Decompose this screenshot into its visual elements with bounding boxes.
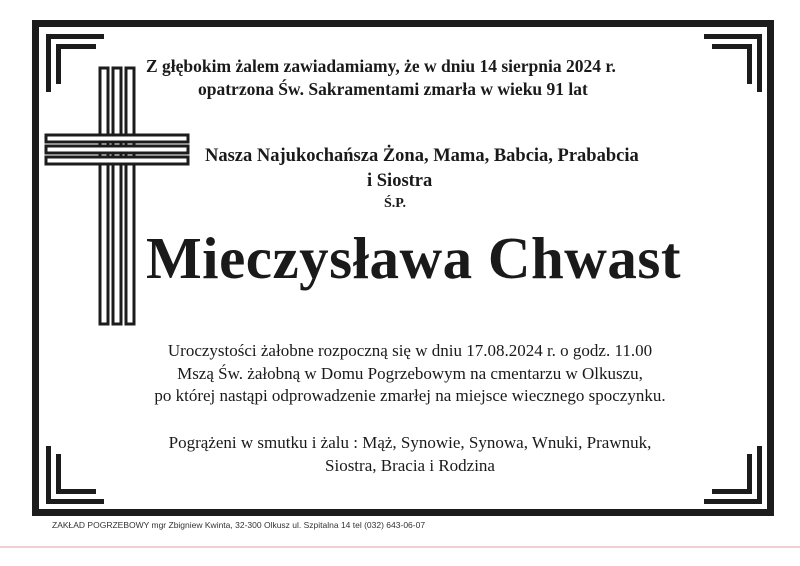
paper-edge-stripe xyxy=(0,546,800,548)
mourners-list xyxy=(120,432,700,477)
relation-line: Nasza Najukochańsza Żona, Mama, Babcia, Prababcia xyxy=(205,146,639,166)
intro-line: Z głębokim żalem zawiadamiamy, że w dniu 14 sierpnia 2024 r. xyxy=(146,56,616,76)
mourners-line: Pogrążeni w smutku i żalu : Mąż, Synowie, Synowa, Wnuki, Prawnuk, xyxy=(168,433,652,452)
deceased-name: Mieczysława Chwast xyxy=(146,225,681,291)
funeral-home-footer: ZAKŁAD POGRZEBOWY mgr Zbigniew Kwinta, 32-300 Olkusz ul. Szpitalna 14 tel (032) 643-06-07 xyxy=(52,520,426,530)
ceremony-line: po której nastąpi odprowadzenie zmarłej na miejsce wiecznego spoczynku. xyxy=(154,386,666,405)
ceremony-details xyxy=(120,340,700,408)
relation-line-continued: i Siostra xyxy=(367,171,433,191)
mourners-line: Siostra, Bracia i Rodzina xyxy=(325,455,495,475)
corner-ornament-bottom-left-icon xyxy=(40,440,110,510)
corner-ornament-bottom-right-icon xyxy=(698,440,768,510)
age-line: opatrzona Św. Sakramentami zmarła w wieku 91 lat xyxy=(198,79,588,99)
corner-ornament-top-right-icon xyxy=(698,28,768,98)
sp-label: Ś.P. xyxy=(384,196,407,211)
ceremony-line: Uroczystości żałobne rozpoczną się w dniu 17.08.2024 r. o godz. 11.00 xyxy=(167,341,653,360)
ceremony-line: Mszą Św. żałobną w Domu Pogrzebowym na cmentarzu w Olkuszu, xyxy=(177,363,643,383)
